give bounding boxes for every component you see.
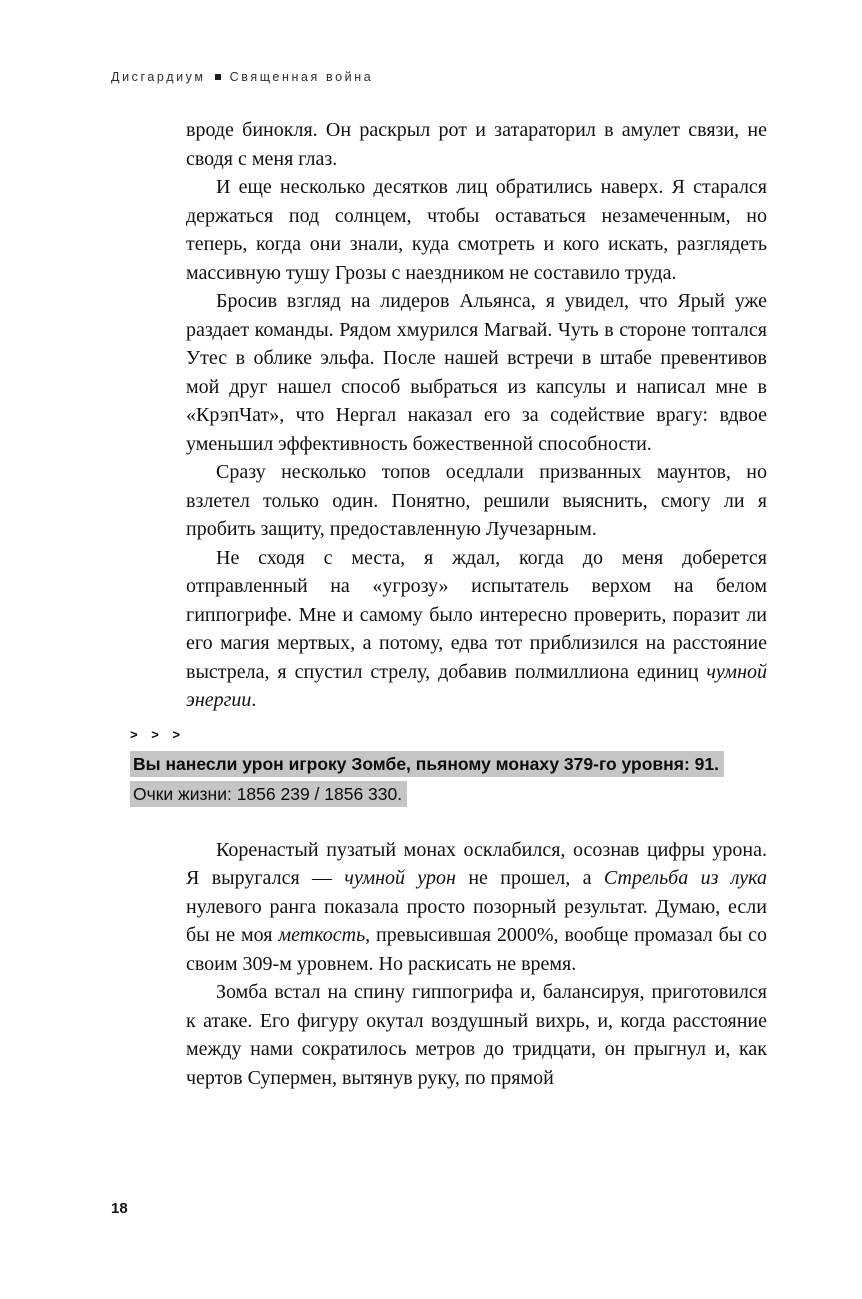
paragraph (186, 116, 767, 173)
paragraph (186, 458, 767, 544)
body-text-bottom (130, 836, 767, 1093)
running-header-title: Священная война (229, 70, 374, 84)
running-header-series: Дисгардиум (111, 70, 206, 84)
paragraph (186, 173, 767, 287)
body-text-top (130, 116, 767, 715)
text-segment: вроде бинокля. Он раскрыл рот и затараторил в амулет связи, не сводя с меня глаз. (186, 119, 767, 170)
text-segment: нулевого ранга показала просто позорный результат. Думаю, если бы не моя (186, 895, 767, 946)
paragraph (186, 836, 767, 979)
game-log-highlight: Очки жизни: 1856 239 / 1856 330. (130, 781, 407, 807)
italic-text: меткость (278, 924, 366, 946)
text-column (130, 116, 767, 1092)
paragraph (186, 544, 767, 715)
paragraph (186, 287, 767, 458)
text-segment: , превысившая 2000%, вообще промазал бы со своим 309-м уровнем. Но раскисать не время. (186, 924, 767, 975)
italic-text: чумной энергии (186, 660, 767, 711)
square-bullet-icon (215, 74, 221, 80)
game-log-highlight: Вы нанесли урон игроку Зомбе, пьяному монаху 379-го уровня: 91. (130, 751, 724, 777)
text-segment: Коренастый пузатый монах осклабился, осознав цифры урона. Я выругался — (186, 838, 767, 889)
text-segment: Сразу несколько топов оседлали призванных маунтов, но взлетел только один. Понятно, решили выяснить, смогу ли я пробить защиту, предоставленную Лучезарным. (186, 461, 767, 540)
italic-text: Стрельба из лука (603, 867, 767, 889)
text-segment: . (251, 689, 257, 711)
text-segment: Зомба встал на спину гиппогрифа и, балансируя, приготовился к атаке. Его фигуру окутал воздушный вихрь, и, когда расстояние между нами сократилось метров до тридцати, он прыгнул и, как чертов Супермен, вытянув руку, по прямой (186, 981, 767, 1089)
text-segment: Не сходя с места, я ждал, когда до меня доберется отправленный на «угрозу» испытатель верхом на белом гиппогрифе. Мне и самому было интересно проверить, поразит ли его магия мертвых, а потому, едва тот приблизился на расстояние выстрела, я спустил стрелу, добавив полмиллиона единиц (186, 546, 767, 683)
italic-text: чумной урон (344, 867, 456, 889)
game-log (130, 727, 767, 810)
game-log-line-health (130, 779, 767, 810)
paragraph (186, 978, 767, 1092)
game-log-arrows: > > > (130, 726, 185, 742)
game-log-line-damage (130, 749, 767, 780)
running-header (111, 70, 373, 84)
text-segment: И еще несколько десятков лиц обратились наверх. Я старался держаться под солнцем, чтобы оставаться незамеченным, но теперь, когда они знали, куда смотреть и кого искать, разглядеть массивную тушу Грозы с наездником не составило труда. (186, 176, 767, 284)
page-number: 18 (111, 1200, 128, 1217)
text-segment: Бросив взгляд на лидеров Альянса, я увидел, что Ярый уже раздает команды. Рядом хмурился Магвай. Чуть в стороне топтался Утес в облике эльфа. После нашей встречи в штабе превентивов мой друг нашел способ выбраться из капсулы и написал мне в «КрэпЧат», что Нергал наказал его за содействие врагу: вдвое уменьшил эффективность божественной способности. (186, 290, 767, 455)
text-segment: не прошел, а (455, 867, 604, 889)
